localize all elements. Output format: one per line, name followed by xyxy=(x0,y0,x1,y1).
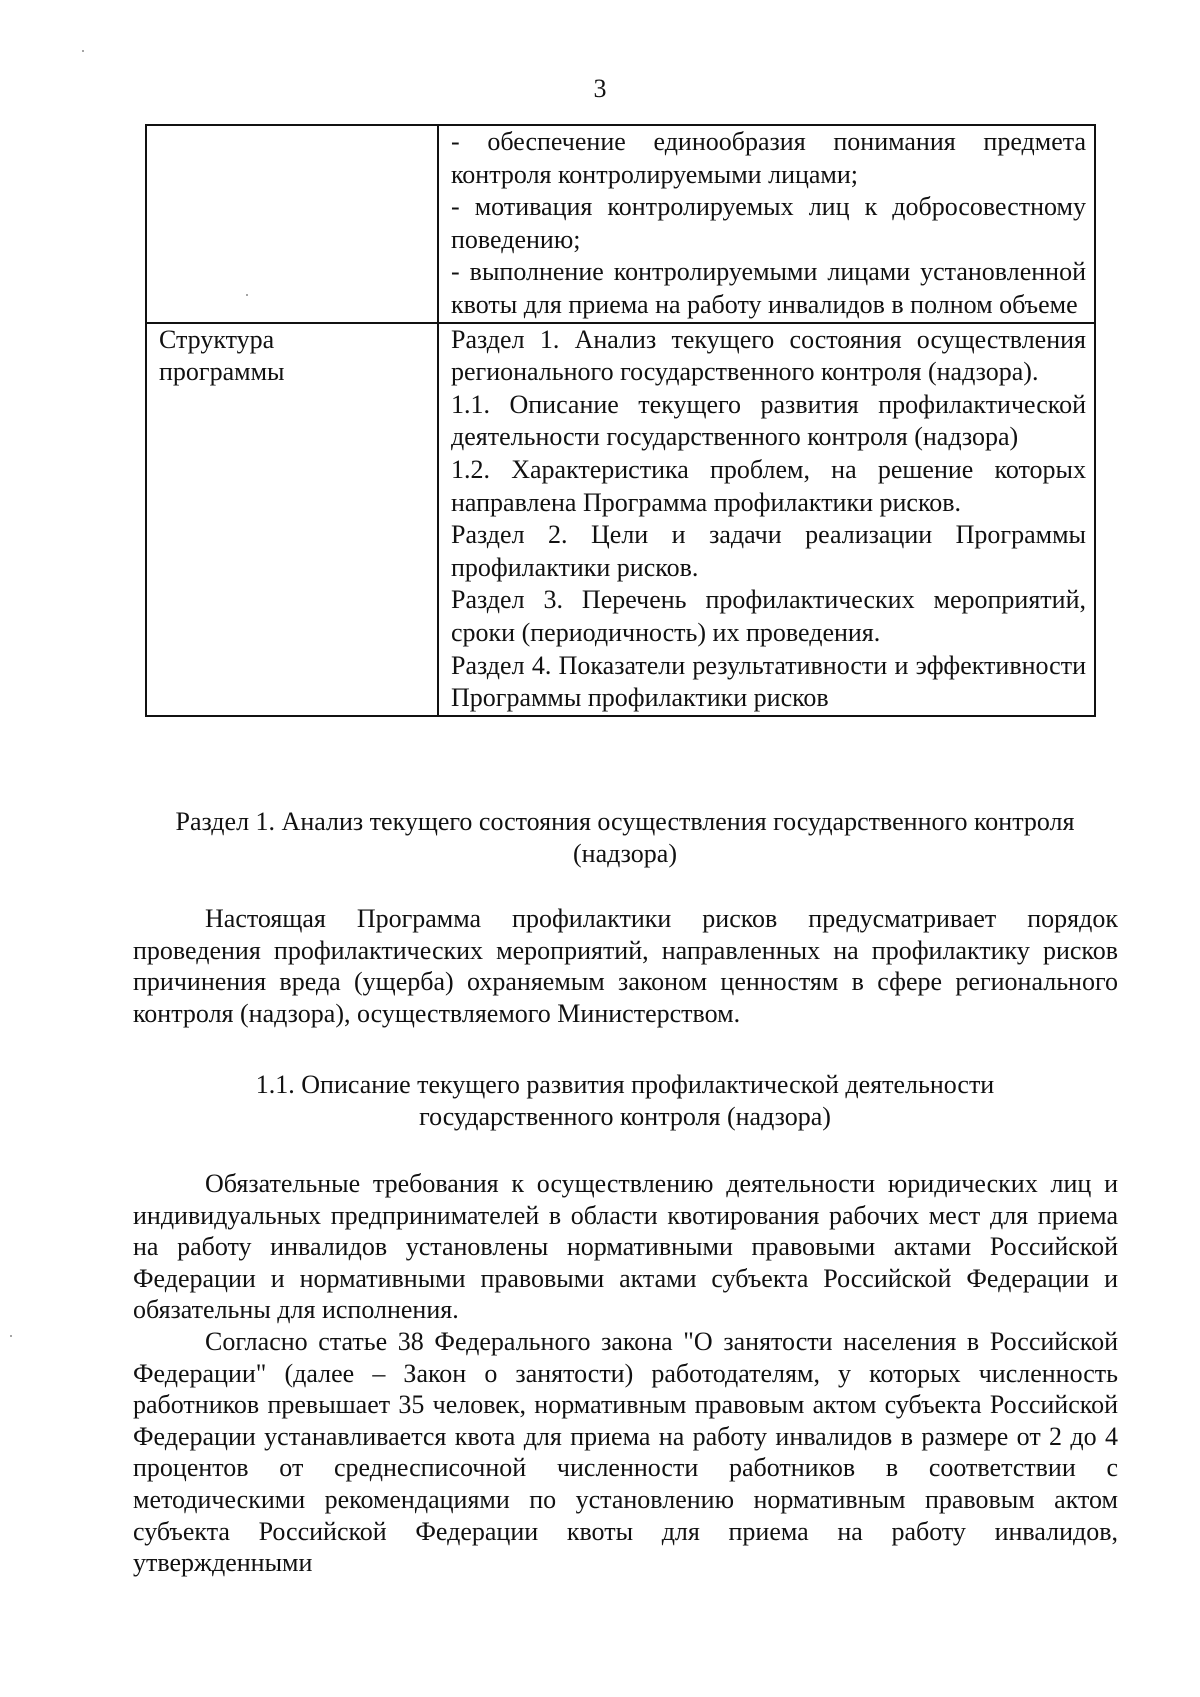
section-1-heading: Раздел 1. Анализ текущего состояния осуществления государственного контроля (надзора) xyxy=(175,807,1075,868)
table-row-content xyxy=(438,323,1095,716)
table-row-content xyxy=(438,125,1095,323)
subsection-1-1-paragraph: Согласно статье 38 Федерального закона "О занятости населения в Российской Федерации" (далее – Закон о занятости) работодателям, у которых численность работников превышает 35 человек, нормативным правовым актом субъекта Российской Федерации устанавливается квота для приема на работу инвалидов в размере от 2 до 4 процентов от среднесписочной численности работников в соответствии с методическими рекомендациями по установлению нормативным правовым актом субъекта Российской Федерации квоты для приема на работу инвалидов, утвержденными xyxy=(133,1327,1118,1578)
table-cell-line: - выполнение контролируемыми лицами установленной квоты для приема на работу инвалидов в полном объеме xyxy=(451,257,1086,319)
scan-speck xyxy=(10,1335,12,1337)
section-1-paragraph: Настоящая Программа профилактики рисков предусматривает порядок проведения профилактических мероприятий, направленных на профилактику рисков причинения вреда (ущерба) охраняемым законом ценностям в сфере регионального контроля (надзора), осуществляемого Министерством. xyxy=(133,904,1118,1028)
subsection-1-1-heading: 1.1. Описание текущего развития профилактической деятельности государственного контроля (надзора) xyxy=(255,1070,995,1131)
table-row xyxy=(146,125,1095,323)
table-cell-line: 1.2. Характеристика проблем, на решение которых направлена Программа профилактики рисков. xyxy=(451,454,1086,517)
program-summary-table xyxy=(145,124,1096,717)
scan-speck xyxy=(246,294,248,296)
table-row-label: Структура программы xyxy=(146,323,438,716)
scan-speck xyxy=(82,50,84,52)
table-row-label xyxy=(146,125,438,323)
page-number: 3 xyxy=(593,74,607,103)
table-cell-line: Раздел 1. Анализ текущего состояния осуществления регионального государственного контроля (надзора). xyxy=(451,324,1086,387)
table-cell-line: Раздел 3. Перечень профилактических мероприятий, сроки (периодичность) их проведения. xyxy=(451,585,1086,647)
table-cell-line: Раздел 2. Цели и задачи реализации Программы профилактики рисков. xyxy=(451,520,1086,582)
table-cell-line: - мотивация контролируемых лиц к добросовестному поведению; xyxy=(451,192,1086,254)
table-cell-line: 1.1. Описание текущего развития профилактической деятельности государственного контроля (надзора) xyxy=(451,389,1086,452)
table-cell-line: Раздел 4. Показатели результативности и эффективности Программы профилактики рисков xyxy=(451,650,1086,713)
subsection-1-1-paragraph: Обязательные требования к осуществлению деятельности юридических лиц и индивидуальных предпринимателей в области квотирования рабочих мест для приема на работу инвалидов установлены нормативными правовыми актами Российской Федерации и нормативными правовыми актами субъекта Российской Федерации и обязательны для исполнения. xyxy=(133,1169,1118,1325)
table-cell-line: - обеспечение единообразия понимания предмета контроля контролируемыми лицами; xyxy=(451,127,1086,189)
table-row xyxy=(146,323,1095,716)
